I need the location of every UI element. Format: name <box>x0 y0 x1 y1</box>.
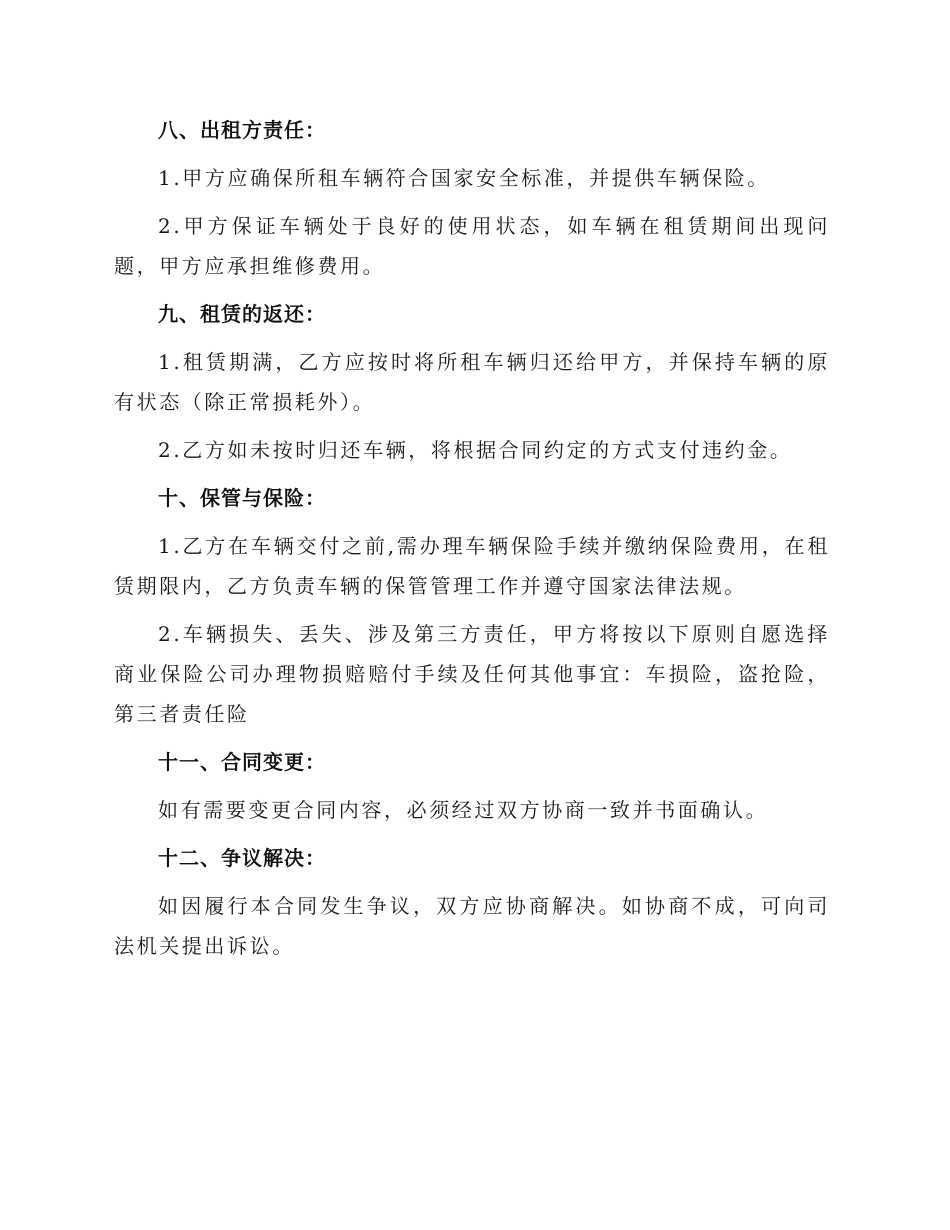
section-heading-8: 八、出租方责任： <box>158 118 326 142</box>
section-12-paragraph-1: 如因履行本合同发生争议，双方应协商解决。如协商不成，可向司法机关提出诉讼。 <box>114 894 830 958</box>
section-heading-9: 九、租赁的返还： <box>158 302 326 326</box>
section-heading-11: 十一、合同变更： <box>158 750 326 774</box>
section-8-paragraph-2: 2.甲方保证车辆处于良好的使用状态，如车辆在租赁期间出现问题，甲方应承担维修费用。 <box>114 214 830 278</box>
section-8-paragraph-1: 1.甲方应确保所租车辆符合国家安全标准，并提供车辆保险。 <box>158 166 770 190</box>
section-heading-10: 十、保管与保险： <box>158 486 326 510</box>
section-9-paragraph-2: 2.乙方如未按时归还车辆，将根据合同约定的方式支付违约金。 <box>158 438 793 462</box>
section-11-paragraph-1: 如有需要变更合同内容，必须经过双方协商一致并书面确认。 <box>158 798 769 822</box>
document-body <box>114 110 830 974</box>
section-10-paragraph-2: 2.车辆损失、丢失、涉及第三方责任，甲方将按以下原则自愿选择商业保险公司办理物损赔赔付手续及任何其他事宜：车损险，盗抢险，第三者责任险 <box>114 622 830 726</box>
section-heading-12: 十二、争议解决： <box>158 846 326 870</box>
section-9-paragraph-1: 1.租赁期满，乙方应按时将所租车辆归还给甲方，并保持车辆的原有状态（除正常损耗外）。 <box>114 350 830 414</box>
section-10-paragraph-1: 1.乙方在车辆交付之前,需办理车辆保险手续并缴纳保险费用，在租赁期限内，乙方负责车辆的保管管理工作并遵守国家法律法规。 <box>114 534 830 598</box>
